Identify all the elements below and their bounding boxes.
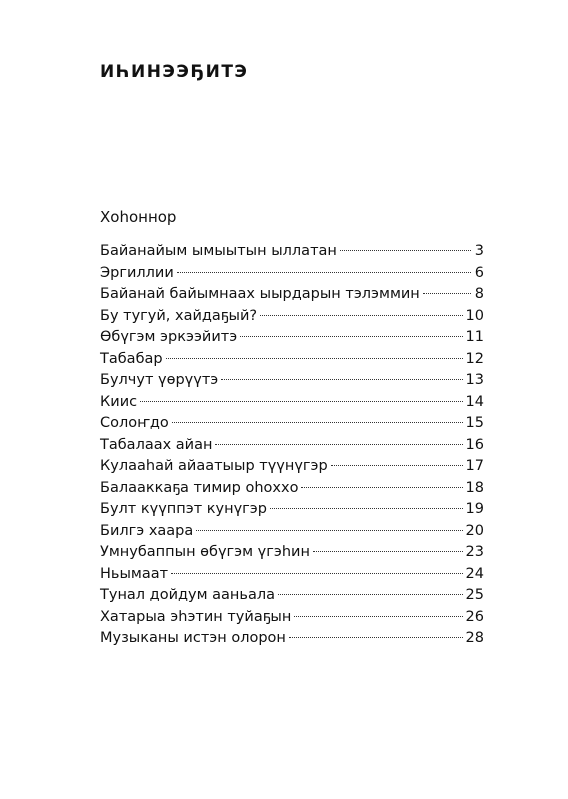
toc-entry: [100, 523, 484, 545]
dot-leader: [172, 422, 463, 423]
toc-entry-page-number: 28: [465, 630, 484, 646]
toc-entry-title: Хатарыа эһэтин туйаҕын: [100, 608, 292, 625]
dot-leader: [196, 530, 462, 531]
toc-entry-title: Табабар: [100, 350, 163, 367]
dot-leader: [301, 487, 462, 488]
toc-entry-title: Умнубаппын өбүгэм үгэһин: [100, 544, 310, 560]
toc-entry: [100, 372, 484, 394]
dot-leader: [177, 272, 471, 273]
table-of-contents: [100, 243, 484, 652]
toc-entry-page-number: 8: [474, 286, 484, 302]
dot-leader: [340, 250, 471, 251]
dot-leader: [171, 573, 462, 574]
toc-entry: [100, 501, 484, 523]
toc-entry-title: Балааккаҕа тимир оһоххо: [100, 479, 299, 496]
toc-entry-page-number: 10: [465, 307, 484, 324]
toc-entry-page-number: 14: [465, 393, 484, 410]
toc-entry-title: Билгэ хаара: [100, 522, 194, 539]
toc-entry: [100, 308, 484, 330]
toc-entry-title: Булт күүппэт кунүгэр: [100, 501, 267, 517]
toc-entry-page-number: 12: [465, 350, 484, 367]
toc-entry-page-number: 6: [474, 264, 484, 281]
section-heading: Хоһоннор: [100, 208, 177, 226]
toc-entry: [100, 329, 484, 351]
toc-entry: [100, 437, 484, 459]
toc-entry: [100, 609, 484, 631]
toc-entry: [100, 630, 484, 652]
toc-entry-page-number: 20: [465, 522, 484, 539]
dot-leader: [215, 444, 462, 445]
toc-entry-title: Булчут үөрүүтэ: [100, 372, 219, 388]
toc-entry: [100, 351, 484, 373]
toc-entry-page-number: 11: [465, 329, 484, 345]
toc-entry: [100, 587, 484, 609]
toc-entry-title: Эргиллии: [100, 264, 174, 281]
toc-entry: [100, 265, 484, 287]
toc-entry-page-number: 13: [465, 372, 484, 388]
toc-entry-page-number: 17: [465, 458, 484, 474]
toc-entry: [100, 480, 484, 502]
toc-entry-page-number: 16: [465, 436, 484, 453]
toc-entry-page-number: 26: [465, 608, 484, 625]
toc-entry-title: Бу тугуй, хайдаҕый?: [100, 307, 258, 324]
toc-entry-page-number: 19: [465, 501, 484, 517]
dot-leader: [166, 358, 463, 359]
toc-entry-title: Тунал дойдум ааньала: [100, 587, 275, 603]
dot-leader: [270, 508, 463, 509]
toc-entry: [100, 243, 484, 265]
toc-entry: [100, 458, 484, 480]
toc-entry-title: Киис: [100, 393, 138, 410]
toc-entry-title: Өбүгэм эркээйитэ: [100, 329, 238, 345]
toc-entry-title: Солоҥдо: [100, 415, 169, 431]
toc-entry-page-number: 18: [465, 479, 484, 496]
page-title: ИҺИНЭЭҔИТЭ: [100, 62, 249, 82]
dot-leader: [260, 315, 462, 316]
dot-leader: [294, 616, 462, 617]
dot-leader: [423, 293, 471, 294]
toc-entry-page-number: 24: [465, 565, 484, 582]
toc-entry: [100, 394, 484, 416]
toc-entry-page-number: 23: [465, 544, 484, 560]
toc-entry-page-number: 15: [465, 415, 484, 431]
dot-leader: [313, 551, 463, 552]
toc-entry-title: Байанай байымнаах ыырдарын тэлэммин: [100, 286, 420, 302]
dot-leader: [289, 637, 463, 638]
toc-entry: [100, 286, 484, 308]
toc-entry: [100, 544, 484, 566]
toc-entry-page-number: 25: [465, 587, 484, 603]
toc-entry-title: Байанайым ымыытын ыллатан: [100, 243, 337, 259]
dot-leader: [240, 336, 462, 337]
toc-entry-page-number: 3: [474, 243, 484, 259]
toc-entry: [100, 415, 484, 437]
toc-entry-title: Ньымаат: [100, 565, 169, 582]
toc-entry-title: Табалаах айан: [100, 436, 213, 453]
toc-entry: [100, 566, 484, 588]
dot-leader: [221, 379, 462, 380]
dot-leader: [331, 465, 463, 466]
toc-entry-title: Музыканы истэн олорон: [100, 630, 286, 646]
dot-leader: [140, 401, 462, 402]
dot-leader: [278, 594, 463, 595]
toc-entry-title: Кулааһай айаатыыр түүнүгэр: [100, 458, 328, 474]
